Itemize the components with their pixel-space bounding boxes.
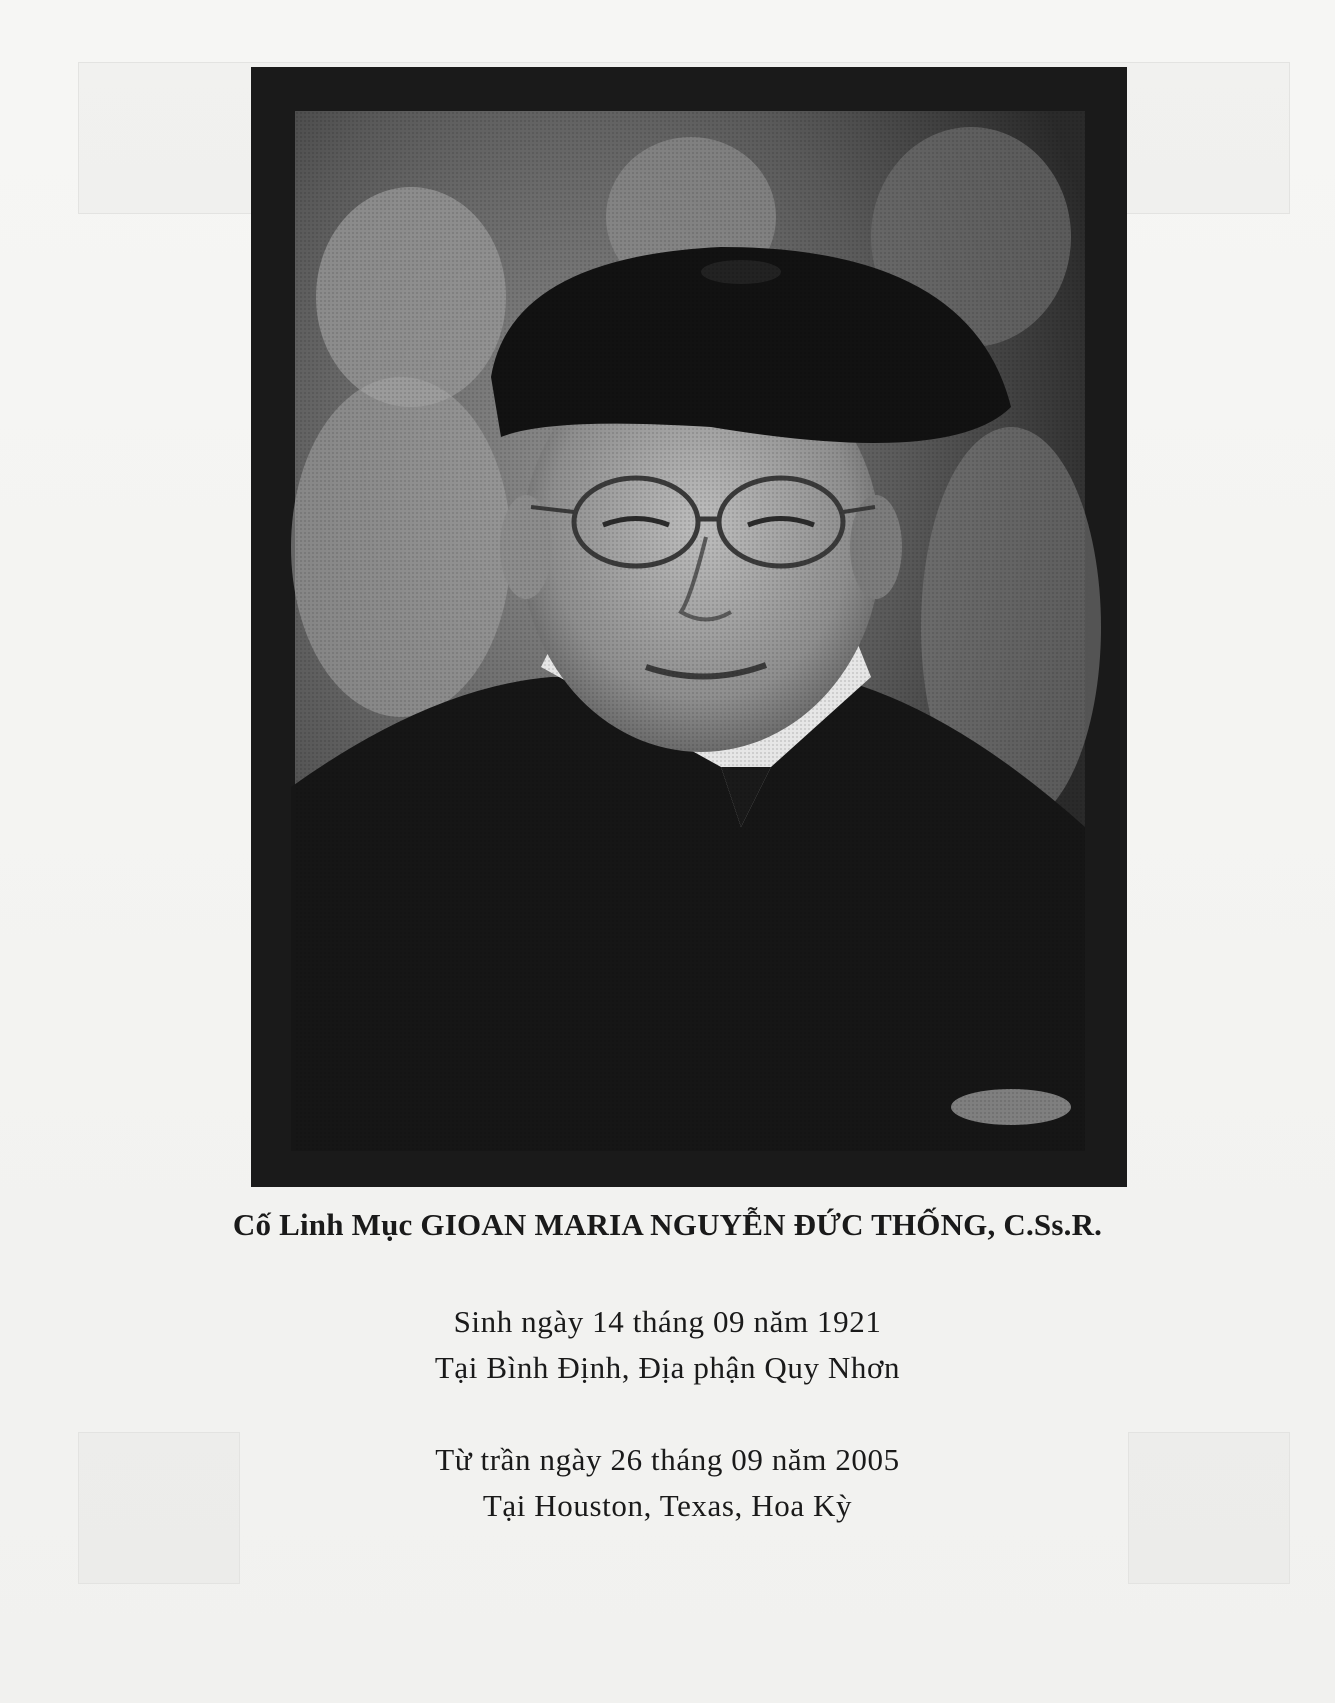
priest-name-caption: Cố Linh Mục GIOAN MARIA NGUYỄN ĐỨC THỐNG, C.Ss.R. [232, 1207, 1103, 1242]
priest-portrait-photo-icon [251, 67, 1127, 1187]
portrait-photo [251, 67, 1127, 1187]
birth-date: Sinh ngày 14 tháng 09 năm 1921 [453, 1304, 882, 1339]
death-place: Tại Houston, Texas, Hoa Kỳ [482, 1488, 853, 1523]
birth-place: Tại Bình Định, Địa phận Quy Nhơn [434, 1350, 901, 1385]
death-date: Từ trần ngày 26 tháng 09 năm 2005 [435, 1442, 900, 1477]
